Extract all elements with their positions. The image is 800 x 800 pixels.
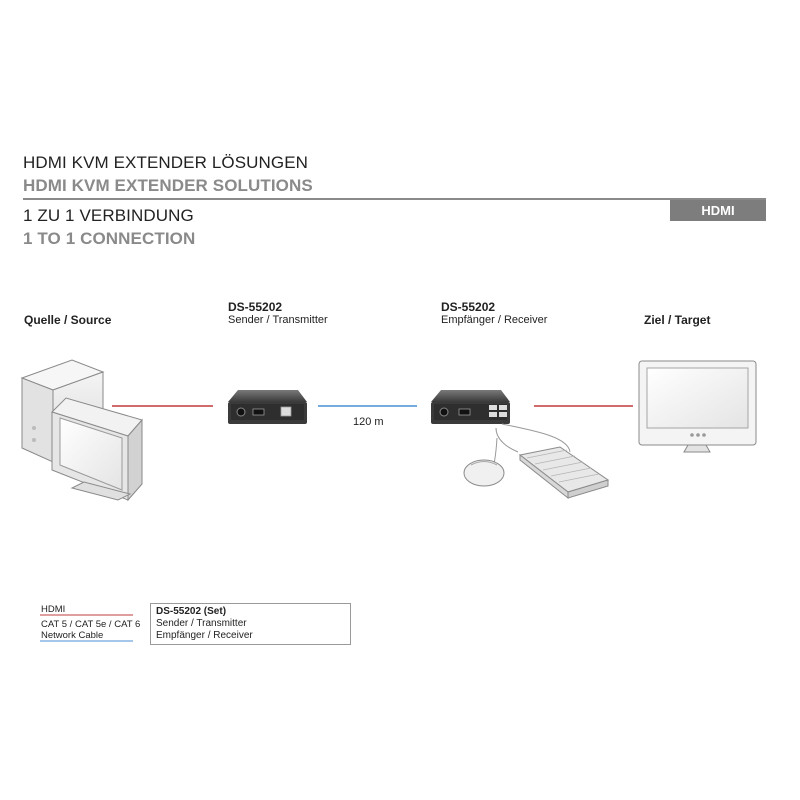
title-en: HDMI KVM EXTENDER SOLUTIONS	[23, 176, 313, 195]
subtitle-en: 1 TO 1 CONNECTION	[23, 229, 196, 248]
mouse-icon	[464, 428, 518, 486]
legend-set-title: DS-55202 (Set)	[156, 606, 227, 617]
receiver-role: Empfänger / Receiver	[441, 314, 548, 326]
transmitter-model: DS-55202	[228, 300, 283, 314]
legend-set-receiver: Empfänger / Receiver	[156, 630, 253, 641]
distance-label: 120 m	[353, 416, 384, 428]
legend-set-box	[150, 603, 351, 645]
hdmi-badge: HDMI	[670, 200, 766, 221]
target-label: Ziel / Target	[644, 313, 711, 327]
source-label: Quelle / Source	[24, 313, 112, 327]
legend-hdmi-label: HDMI	[41, 604, 66, 615]
transmitter-device-icon	[228, 390, 307, 424]
receiver-model: DS-55202	[441, 300, 496, 314]
receiver-device-icon	[431, 390, 510, 424]
legend-cat-label: CAT 5 / CAT 5e / CAT 6	[41, 619, 141, 630]
transmitter-role: Sender / Transmitter	[228, 314, 328, 326]
source-monitor-icon	[52, 398, 142, 500]
keyboard-icon	[502, 424, 608, 498]
legend-network-label: Network Cable	[41, 630, 104, 641]
subtitle-de: 1 ZU 1 VERBINDUNG	[23, 206, 194, 225]
legend-set-transmitter: Sender / Transmitter	[156, 618, 247, 629]
target-monitor-icon	[639, 361, 756, 452]
title-de: HDMI KVM EXTENDER LÖSUNGEN	[23, 153, 309, 172]
